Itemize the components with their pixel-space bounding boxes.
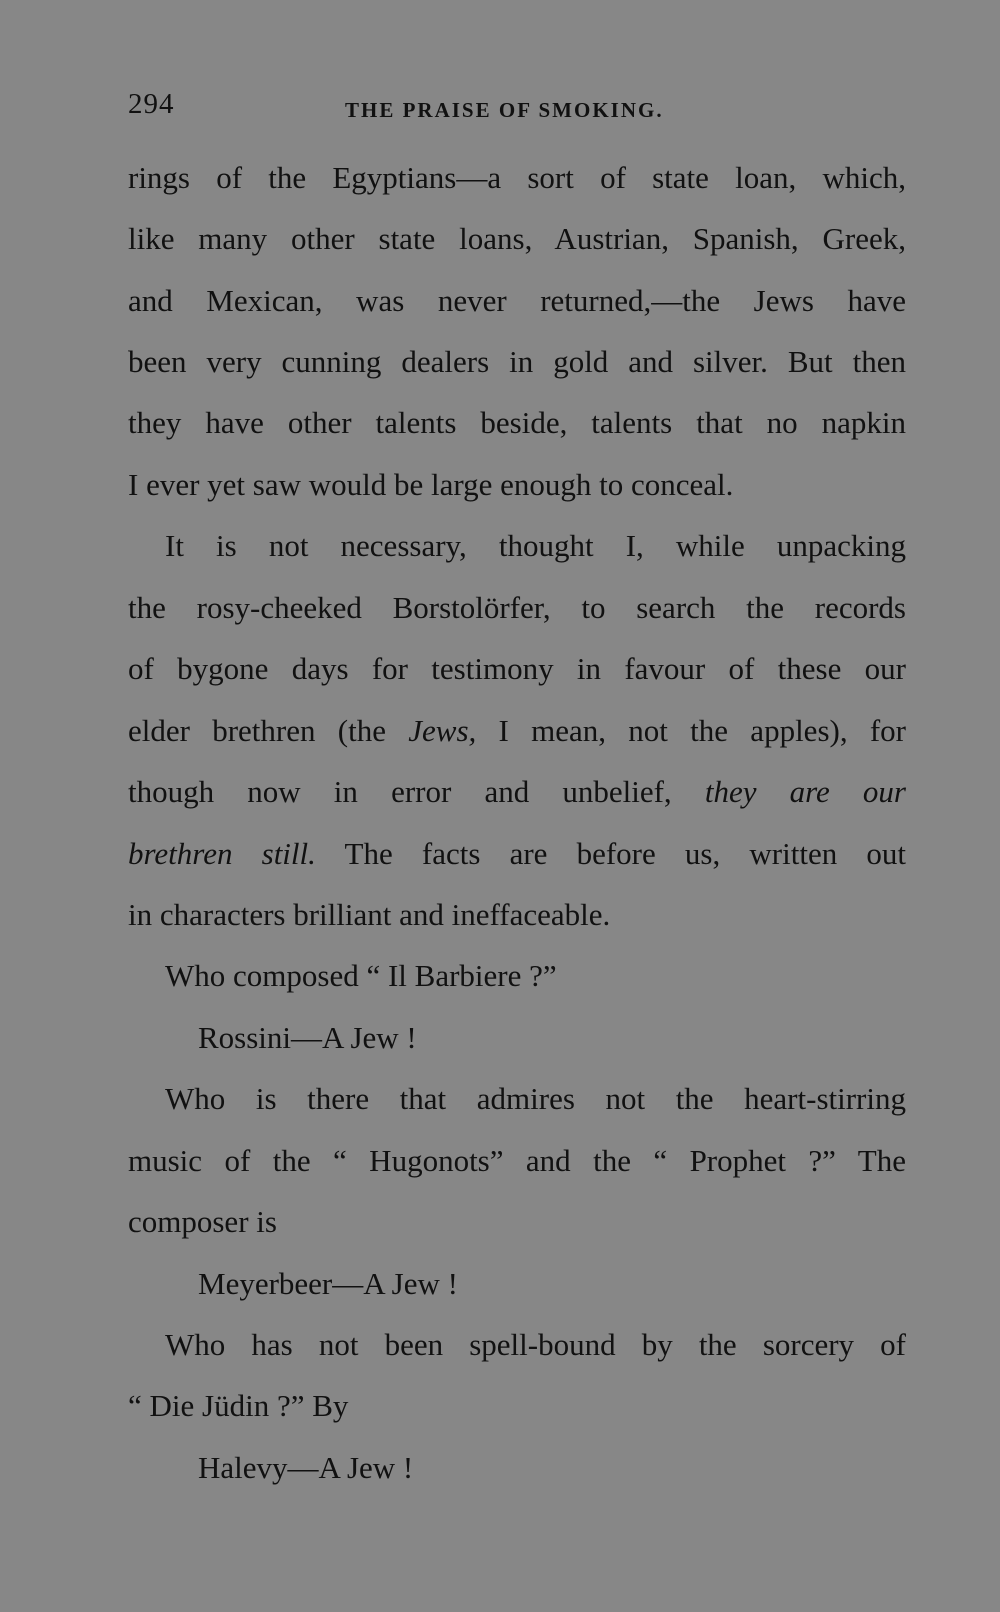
italic-segment: brethren still. [128, 836, 316, 871]
text-line: in characters brilliant and ineffaceable. [128, 897, 611, 932]
text-line: It is not necessary, thought I, while unpacking [165, 528, 906, 563]
italic-segment: they are our [704, 774, 906, 809]
page-header [128, 88, 906, 128]
text-segment: elder brethren (the [128, 713, 409, 748]
text-line: I ever yet saw would be large enough to conceal. [128, 467, 734, 502]
text-line: Rossini—A Jew ! [198, 1020, 417, 1055]
page-number: 294 [128, 88, 175, 120]
text-line [128, 834, 906, 874]
text-line: rings of the Egyptians—a sort of state loan, which, [128, 160, 906, 195]
text-line: been very cunning dealers in gold and silver. But then [128, 344, 906, 379]
text-segment: though now in error and unbelief, [128, 774, 705, 809]
text-line: and Mexican, was never returned,—the Jews have [128, 283, 906, 318]
text-line: of bygone days for testimony in favour of these our [128, 651, 906, 686]
text-segment: I mean, not the apples), for [476, 713, 906, 748]
italic-segment: Jews, [408, 713, 477, 748]
running-head: THE PRAISE OF SMOKING. [345, 98, 664, 122]
text-line: Who is there that admires not the heart-stirring [165, 1081, 906, 1116]
text-line: like many other state loans, Austrian, Spanish, Greek, [128, 221, 906, 256]
text-line: composer is [128, 1204, 277, 1239]
text-segment: The facts are before us, written out [315, 836, 906, 871]
text-line: Meyerbeer—A Jew ! [198, 1266, 458, 1301]
text-line: the rosy-cheeked Borstolörfer, to search the records [128, 590, 906, 625]
text-line: music of the “ Hugonots” and the “ Prophet ?” The [128, 1143, 906, 1178]
text-line: “ Die Jüdin ?” By [128, 1388, 349, 1423]
text-line [128, 772, 906, 812]
text-line [128, 711, 906, 751]
text-line: they have other talents beside, talents that no napkin [128, 405, 906, 440]
text-line: Who has not been spell-bound by the sorcery of [165, 1327, 906, 1362]
text-line: Who composed “ Il Barbiere ?” [165, 958, 557, 993]
text-line: Halevy—A Jew ! [198, 1450, 414, 1485]
